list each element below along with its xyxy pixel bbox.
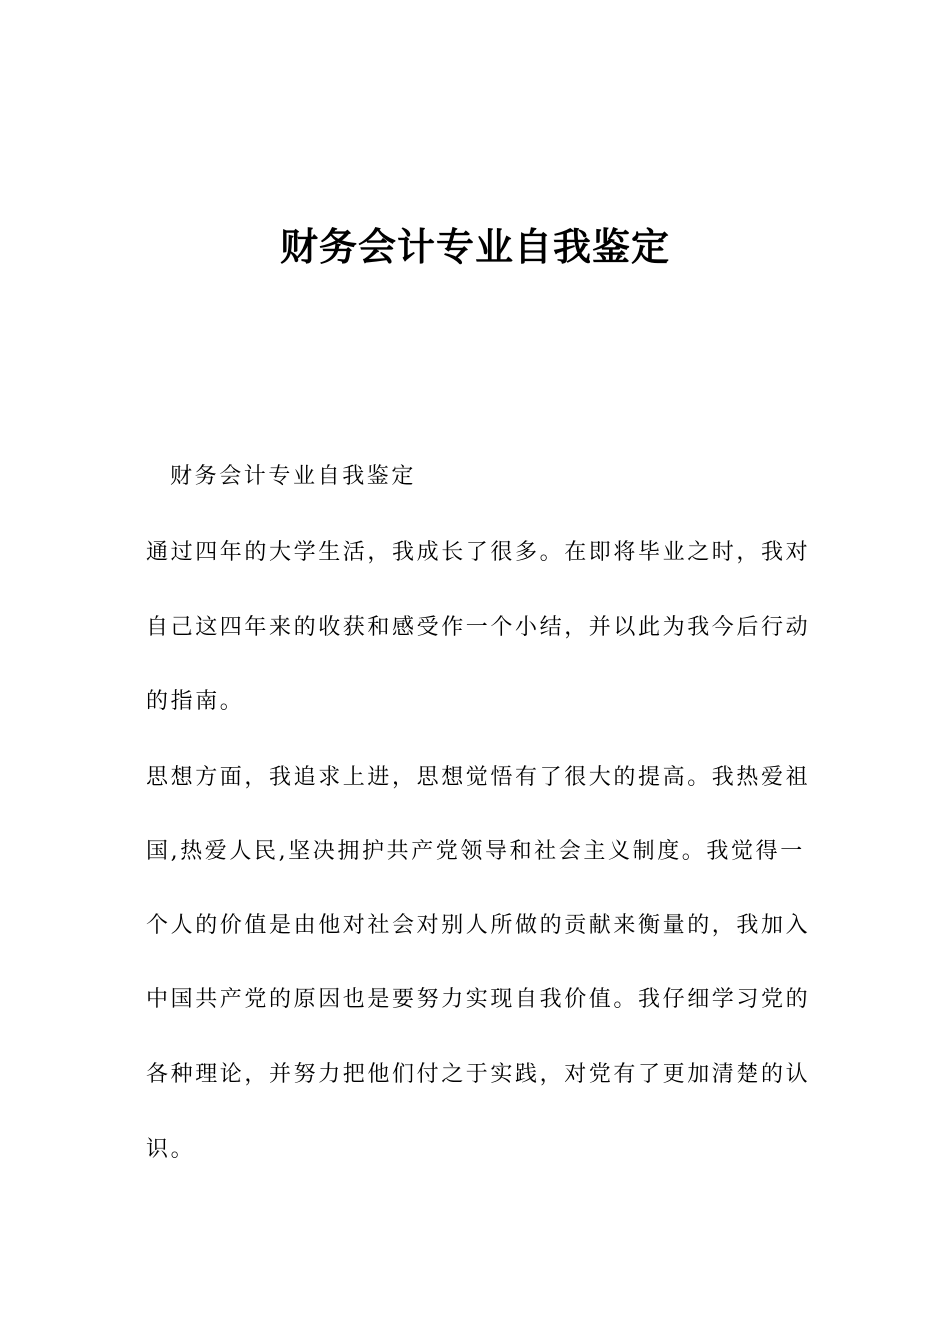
paragraph-line: 各种理论，并努力把他们付之于实践，对党有了更加清楚的认 [146, 1062, 811, 1087]
document-title: 财务会计专业自我鉴定 [279, 225, 670, 269]
paragraph-line: 国,热爱人民,坚决拥护共产党领导和社会主义制度。我觉得一 [146, 839, 805, 864]
paragraph-line: 通过四年的大学生活，我成长了很多。在即将毕业之时，我对 [146, 540, 811, 565]
document-subtitle: 财务会计专业自我鉴定 [170, 464, 417, 489]
paragraph-line: 自己这四年来的收获和感受作一个小结，并以此为我今后行动 [146, 615, 811, 640]
paragraph-line: 个人的价值是由他对社会对别人所做的贡献来衡量的，我加入 [146, 913, 811, 938]
paragraph-line: 思想方面，我追求上进，思想觉悟有了很大的提高。我热爱祖 [146, 765, 811, 790]
paragraph-line: 的指南。 [146, 689, 245, 714]
paragraph-line: 中国共产党的原因也是要努力实现自我价值。我仔细学习党的 [146, 987, 811, 1012]
paragraph-line: 识。 [146, 1137, 196, 1162]
